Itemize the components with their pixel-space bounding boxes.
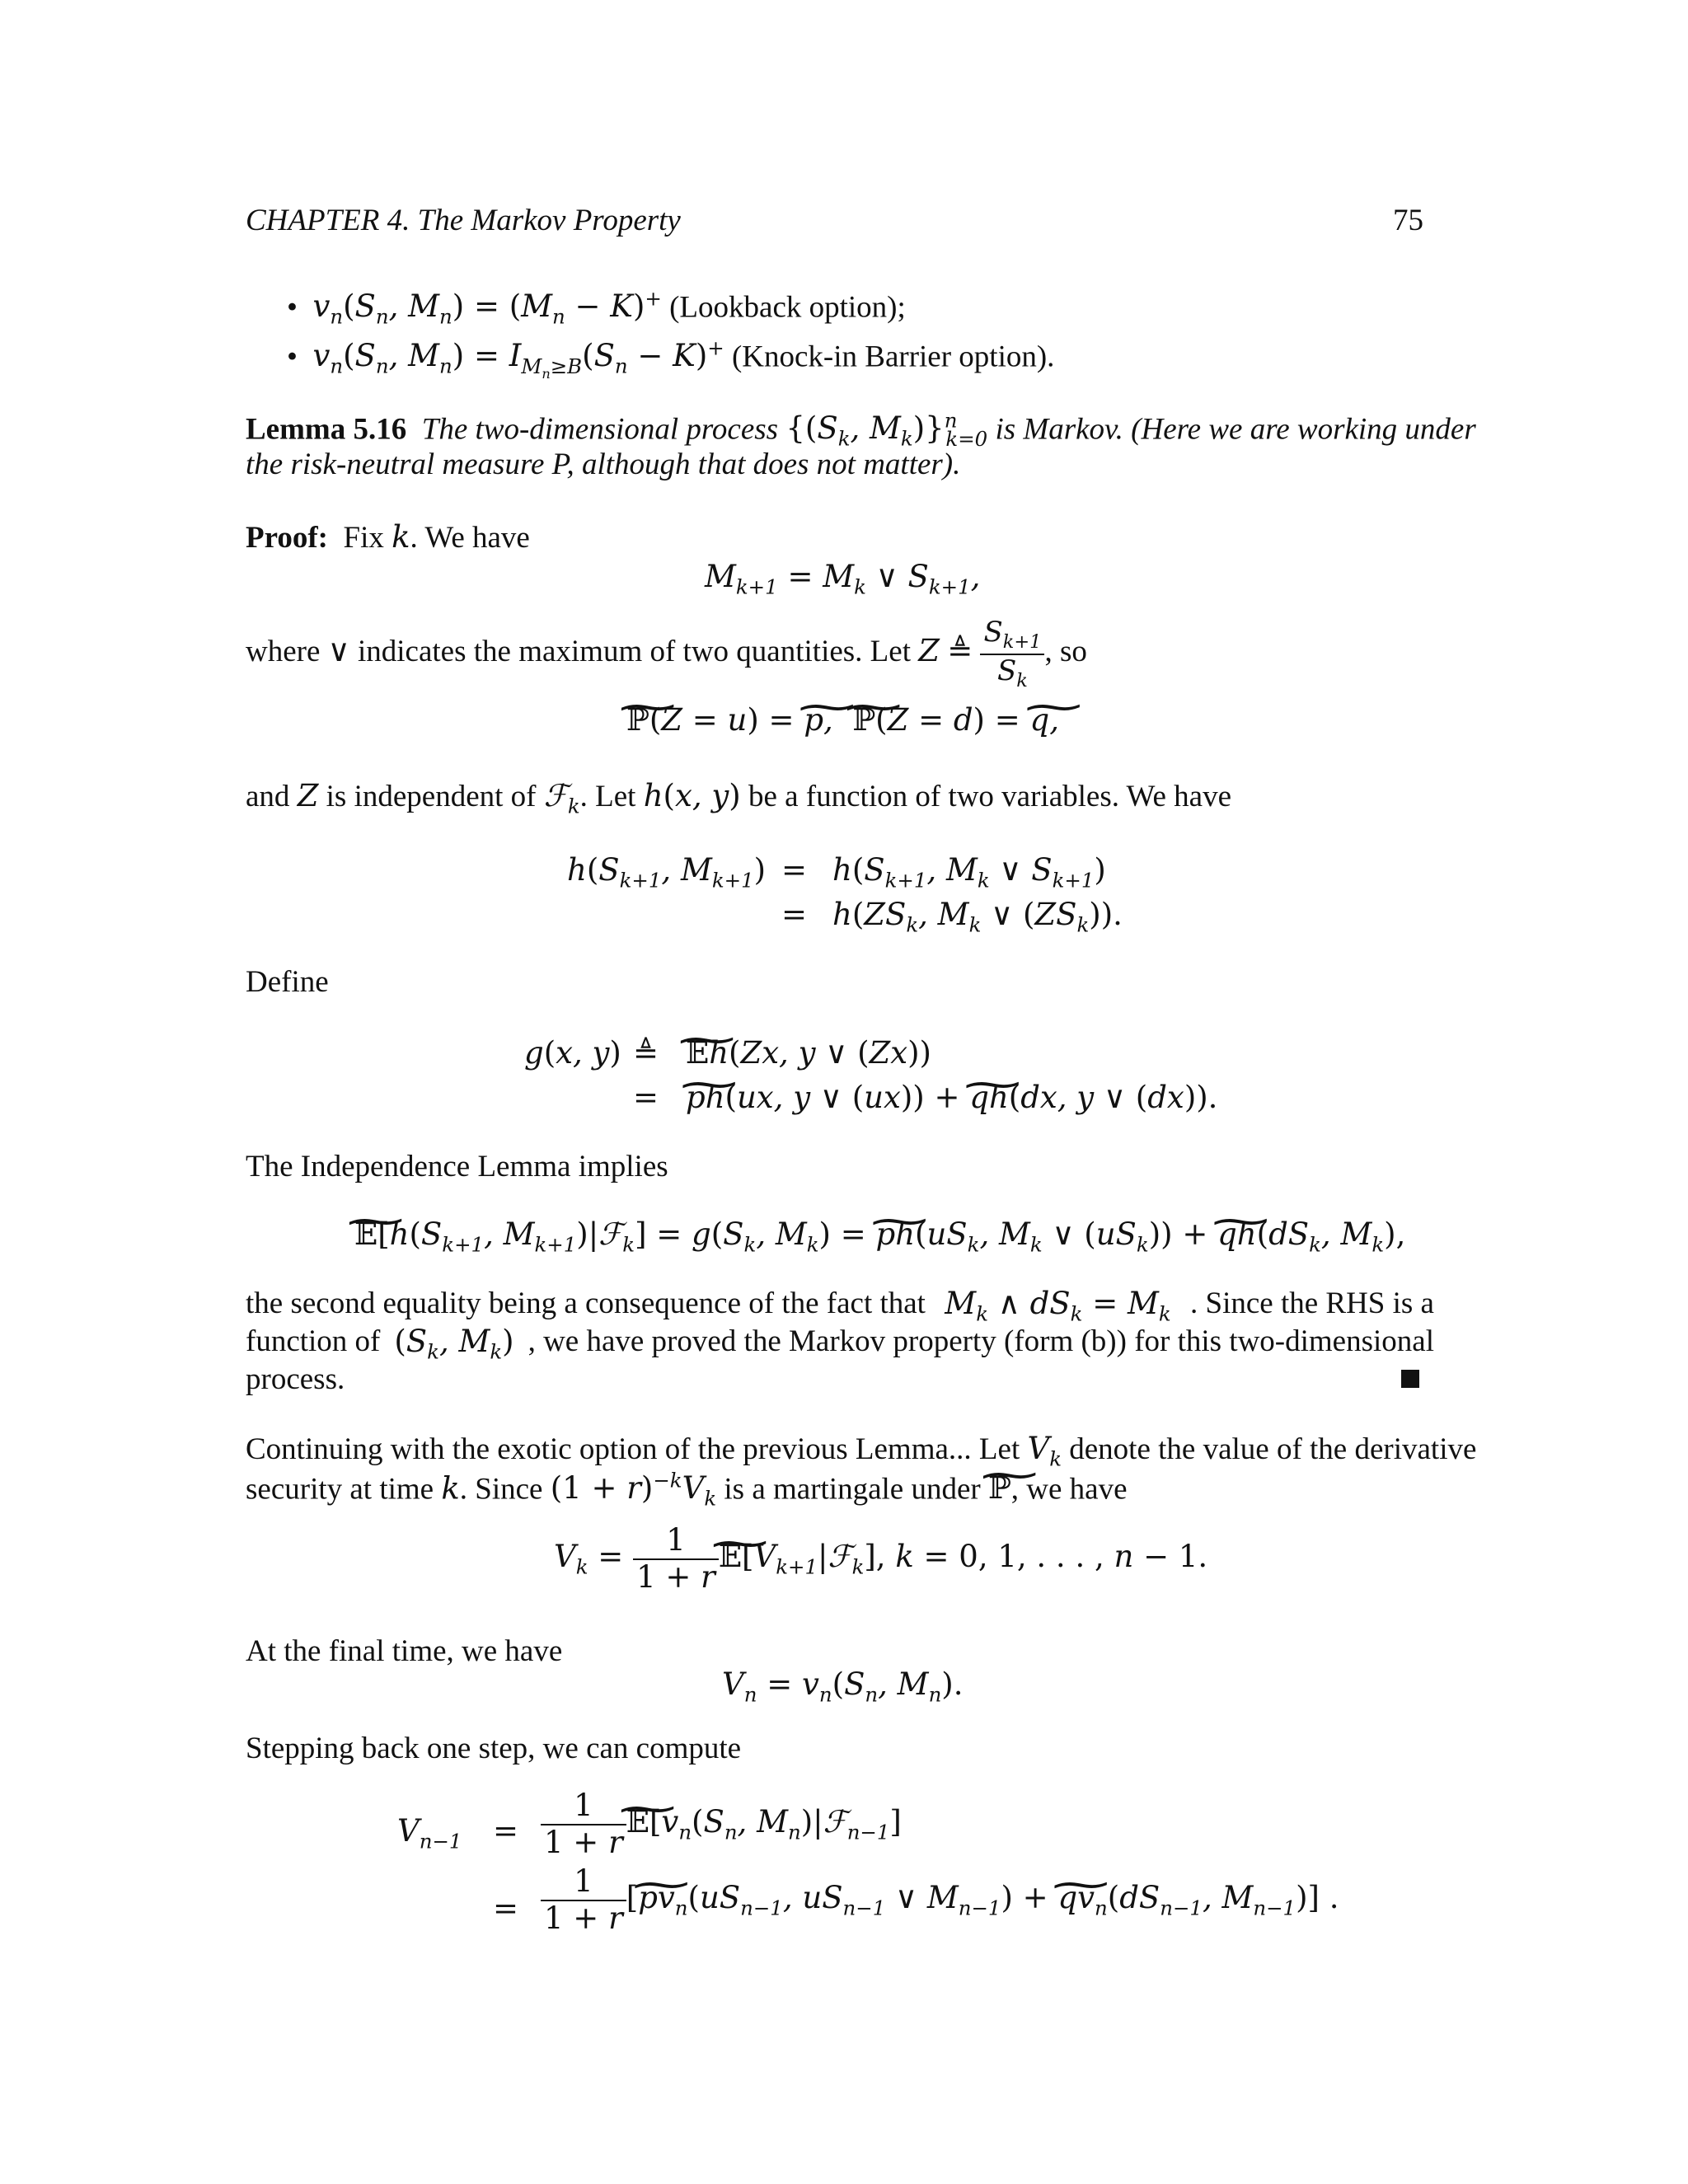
- function-line: function of ($S_k$, $M_k$) , we have proved the Markov property (form (b)) for this two-dimensional: [246, 1324, 1434, 1364]
- eq-vn1-rhs2: $\frac{1}{1 + r}$ [~ $pv_n(uS_{n-1}$, $uS_{n-1}$ ∨ $M_{n-1}$) + ~ $qv_n(dS_{n-1}$, $M_{n-1}$)] .: [541, 1864, 1339, 1936]
- indep-line: and Z is independent of ℱ$_k$. Let h(x, y) be a function of two variables. We have: [246, 778, 1232, 818]
- bullet-label: (Lookback option);: [669, 290, 906, 325]
- lemma-text: The two-dimensional process: [421, 412, 779, 447]
- bullet-formula: $v_n(S_n$, $M_n) = (M_n - K)^+$: [312, 287, 662, 329]
- running-header: CHAPTER 4. The Markov Property: [246, 204, 681, 237]
- proof-text: , so: [1044, 635, 1087, 669]
- bullet-dot: •: [287, 340, 298, 374]
- body-text: Continuing with the exotic option of the previous Lemma... Let: [246, 1432, 1020, 1466]
- where-line: where ∨ indicates the maximum of two quantities. Let Z ≜ $\frac{S_{k+1}}{S_k}$ , so: [246, 616, 1087, 691]
- stepping-line: Stepping back one step, we can compute: [246, 1732, 742, 1765]
- fraction: $\frac{1}{1 + r}$: [541, 1864, 626, 1936]
- define-label: Define: [246, 965, 329, 999]
- proof-text: the second equality being a consequence of the fact that: [246, 1286, 926, 1320]
- eq-sign: =: [633, 1080, 659, 1115]
- proof-text: indicates the maximum of two quantities. Let: [357, 635, 911, 669]
- proof-text: . Let: [579, 780, 636, 813]
- bullet-lookback: [287, 287, 906, 329]
- bullet-label: (Knock-in Barrier option).: [731, 340, 1055, 374]
- body-text: security at time: [246, 1472, 434, 1507]
- eq-g-rhs1: ~ 𝔼h(Zx, y ∨ (Zx)): [686, 1035, 931, 1071]
- bullet-barrier: [287, 336, 1054, 382]
- eq-h-rhs1: $h(S_{k+1}$, $M_k$ ∨ $S_{k+1}$): [832, 852, 1106, 893]
- proof-text: . We have: [410, 521, 530, 555]
- body-text: . Since: [459, 1472, 543, 1507]
- proof-text: , we have proved the Markov property (form (b)) for this two-dimensional: [528, 1324, 1434, 1358]
- lemma-line-2: the risk-neutral measure P, although that does not matter).: [246, 448, 961, 481]
- qed-square-icon: [1401, 1370, 1419, 1388]
- eq-sign: =: [781, 852, 808, 888]
- eq-prob: ~ ℙ(Z = u) = ~ p, ~ ℙ(Z = d) = ~ q,: [626, 702, 1059, 738]
- proof-label: Proof:: [246, 521, 328, 555]
- proof-text: and: [246, 780, 290, 813]
- proof-intro: Proof: Fix k. We have: [246, 519, 530, 555]
- eq-sign: =: [493, 1891, 519, 1926]
- eq-h-rhs2: $h(ZS_k$, $M_k$ ∨ $(ZS_k)$).: [832, 897, 1123, 937]
- body-text: , we have: [1010, 1472, 1128, 1507]
- eq-sign: ≜: [633, 1035, 659, 1071]
- fraction: $\frac{1}{1 + r}$: [633, 1523, 719, 1595]
- bullet-formula: $v_n(S_n$, $M_n) = I_{M_n\ge B}(S_n - K)^+$: [312, 336, 724, 382]
- proof-text: . Since the RHS is a: [1190, 1286, 1434, 1320]
- eq-max: $M_{k+1} = M_k$ ∨ $S_{k+1}$,: [705, 559, 981, 599]
- lemma-text: is Markov. (Here we are working under: [995, 412, 1476, 447]
- process-line: process.: [246, 1362, 345, 1396]
- fraction: $\frac{1}{1 + r}$: [541, 1788, 626, 1860]
- body-text: is a martingale under: [724, 1472, 981, 1507]
- eq-g-rhs2: ~ ph(ux, y ∨ (ux)) + ~ qh(dx, y ∨ (dx)).: [686, 1080, 1217, 1115]
- second-eq-line: the second equality being a consequence of the fact that $M_k$ ∧ $dS_k = M_k$ . Since the RHS is a: [246, 1286, 1434, 1326]
- proof-text: be a function of two variables. We have: [748, 780, 1232, 813]
- page-number: 75: [1393, 204, 1423, 237]
- eq-vn: $V_n = v_n(S_n$, $M_n$).: [722, 1666, 964, 1707]
- continuing-line-1: Continuing with the exotic option of the previous Lemma... Let $V_k$ denote the value of the derivative: [246, 1431, 1477, 1471]
- proof-text: Fix: [343, 521, 384, 555]
- continuing-line-2: security at time k. Since $(1 + r)^{-k}V_k$ is a martingale under ~ ℙ, we have: [246, 1469, 1128, 1511]
- eq-sign: =: [781, 897, 808, 932]
- eq-h-line1: $h(S_{k+1}$, $M_{k+1}$): [567, 852, 767, 893]
- eq-g-lhs: g(x, y): [524, 1035, 621, 1071]
- eq-vn1-rhs1: $\frac{1}{1 + r}$ ~ $𝔼[v_n(S_n$, $M_n)|ℱ_{n-1}$]: [541, 1788, 902, 1860]
- proof-text: where: [246, 635, 321, 669]
- eq-vn1-lhs: $V_{n-1}$: [397, 1813, 462, 1854]
- proof-text: is independent of: [326, 780, 537, 813]
- eq-sign: =: [493, 1813, 519, 1849]
- proof-text: function of: [246, 1324, 381, 1358]
- final-time-line: At the final time, we have: [246, 1634, 563, 1668]
- eq-conditional-expectation: ~ $𝔼[h(S_{k+1}$, $M_{k+1})|ℱ_k] = g(S_k$, $M_k$) = ~ $ph(uS_k$, $M_k$ ∨ $(uS_k)$) + ~ $qh(dS_k$, $M_k$),: [354, 1216, 1405, 1256]
- fraction: $\frac{S_{k+1}}{S_k}$: [980, 616, 1044, 691]
- independence-lemma-line: The Independence Lemma implies: [246, 1150, 668, 1183]
- lemma-title: Lemma 5.16: [246, 412, 407, 447]
- bullet-dot: •: [287, 290, 298, 325]
- eq-vk: $V_k$ = $\frac{1}{1 + r}$ ~ $𝔼[V_{k+1}|ℱ_k]$, k = 0, 1, . . . , n − 1.: [554, 1523, 1207, 1595]
- body-text: denote the value of the derivative: [1069, 1432, 1477, 1466]
- lemma-formula: {($S_k$, $M_k)\}^n_{k=0}$: [785, 409, 988, 451]
- lemma-line-1: [246, 409, 1476, 451]
